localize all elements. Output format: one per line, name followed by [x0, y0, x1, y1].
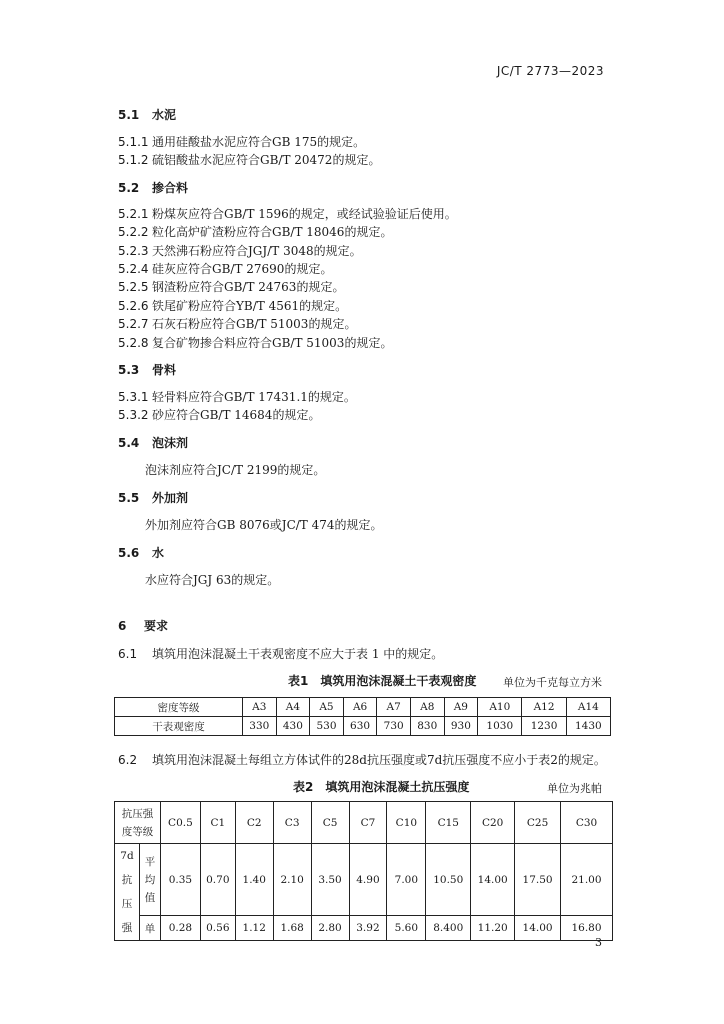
clause-5-2-2: 5.2.2 粒化高炉矿渣粉应符合GB/T 18046的规定。 [118, 225, 393, 239]
clause-5-2-7: 5.2.7 石灰石粉应符合GB/T 51003的规定。 [118, 317, 357, 331]
section-5-6-heading: 5.6 水 [118, 546, 165, 560]
table-2-grade: C15 [426, 802, 471, 844]
table-1-density: 630 [343, 717, 377, 736]
table-1-density: 430 [276, 717, 310, 736]
table-2-grade: C2 [235, 802, 273, 844]
table-2-single-value: 8.400 [426, 916, 471, 941]
table-1-density: 1430 [566, 717, 610, 736]
table-2-average-value: 4.90 [349, 844, 387, 916]
table-2-average-value: 0.70 [200, 844, 235, 916]
table-1-grade: A8 [410, 698, 444, 717]
page-number: 3 [595, 936, 602, 949]
table-2-caption: 表2 填筑用泡沫混凝土抗压强度 [293, 780, 470, 794]
table-1-grade: A12 [522, 698, 566, 717]
table-1-grade-row [115, 698, 611, 717]
table-2-grade: C3 [273, 802, 311, 844]
section-6-heading: 6 要求 [118, 619, 169, 633]
table-1-grade: A3 [243, 698, 277, 717]
clause-5-2-6: 5.2.6 铁尾矿粉应符合YB/T 4561的规定。 [118, 299, 348, 313]
table-2-single-value: 0.56 [200, 916, 235, 941]
table-1-density: 830 [410, 717, 444, 736]
table-1-grade-label: 密度等级 [115, 698, 243, 717]
clause-5-2-1: 5.2.1 粉煤灰应符合GB/T 1596的规定，或经试验验证后使用。 [118, 207, 457, 221]
table-1-grade: A14 [566, 698, 610, 717]
clause-5-3-1: 5.3.1 轻骨料应符合GB/T 17431.1的规定。 [118, 390, 356, 404]
table-2-average-value: 2.10 [273, 844, 311, 916]
table-2-average-value: 0.35 [160, 844, 200, 916]
standard-number: JC/T 2773—2023 [496, 64, 604, 78]
table-1-grade: A6 [343, 698, 377, 717]
table-2-average-row [115, 844, 613, 916]
clause-5-2-8: 5.2.8 复合矿物掺合料应符合GB/T 51003的规定。 [118, 336, 393, 350]
table-2-single-value: 3.92 [349, 916, 387, 941]
section-5-4-heading: 5.4 泡沫剂 [118, 436, 189, 450]
table-2-grade: C0.5 [160, 802, 200, 844]
table-1-caption: 表1 填筑用泡沫混凝土干表观密度 [288, 674, 477, 688]
table-2-single-value: 1.68 [273, 916, 311, 941]
table-1-density: 1030 [478, 717, 522, 736]
section-5-3-heading: 5.3 骨料 [118, 363, 177, 377]
table-1-density: 530 [310, 717, 344, 736]
table-2-grade: C1 [200, 802, 235, 844]
table-2-average-value: 10.50 [426, 844, 471, 916]
table-2-single-row [115, 916, 613, 941]
table-1-grade: A7 [377, 698, 411, 717]
section-5-1-heading: 5.1 水泥 [118, 108, 177, 122]
table-1-density-row [115, 717, 611, 736]
table-1-grade: A9 [444, 698, 478, 717]
table-2-header-row [115, 802, 613, 844]
section-5-2-heading: 5.2 掺合料 [118, 181, 189, 195]
table-2-single-value: 5.60 [387, 916, 426, 941]
table-1 [114, 697, 611, 736]
table-2-grade: C25 [515, 802, 561, 844]
table-2-unit: 单位为兆帕 [547, 782, 602, 795]
section-5-6-text: 水应符合JGJ 63的规定。 [145, 573, 280, 587]
section-5-5-heading: 5.5 外加剂 [118, 491, 189, 505]
table-2-single-value: 2.80 [311, 916, 349, 941]
clause-6-2: 6.2 填筑用泡沫混凝土每组立方体试件的28d抗压强度或7d抗压强度不应小于表2的规定。 [118, 753, 606, 767]
table-2-group-label: 7d抗压强 [115, 844, 140, 941]
table-2-average-label: 平均值 [139, 844, 160, 916]
table-1-grade: A5 [310, 698, 344, 717]
table-2-single-value: 0.28 [160, 916, 200, 941]
table-1-density: 330 [243, 717, 277, 736]
table-2-grade: C5 [311, 802, 349, 844]
section-5-5-text: 外加剂应符合GB 8076或JC/T 474的规定。 [145, 518, 383, 532]
clause-5-2-4: 5.2.4 硅灰应符合GB/T 27690的规定。 [118, 262, 333, 276]
table-1-density-label: 干表观密度 [115, 717, 243, 736]
table-2-single-value: 11.20 [471, 916, 515, 941]
table-2-average-value: 1.40 [235, 844, 273, 916]
table-2-average-value: 7.00 [387, 844, 426, 916]
table-2-grade: C10 [387, 802, 426, 844]
section-5-4-text: 泡沫剂应符合JC/T 2199的规定。 [145, 463, 326, 477]
table-2-average-value: 21.00 [561, 844, 613, 916]
clause-5-2-5: 5.2.5 钢渣粉应符合GB/T 24763的规定。 [118, 280, 345, 294]
table-1-unit: 单位为千克每立方米 [503, 676, 602, 689]
table-1-density: 930 [444, 717, 478, 736]
table-2-single-label: 单 [139, 916, 160, 941]
table-2-header-label: 抗压强度等级 [115, 802, 161, 844]
clause-5-1-1: 5.1.1 通用硅酸盐水泥应符合GB 175的规定。 [118, 135, 366, 149]
table-2-grade: C20 [471, 802, 515, 844]
table-2-average-value: 17.50 [515, 844, 561, 916]
table-1-grade: A4 [276, 698, 310, 717]
clause-5-1-2: 5.1.2 硫铝酸盐水泥应符合GB/T 20472的规定。 [118, 153, 381, 167]
table-2 [114, 801, 613, 941]
table-1-density: 730 [377, 717, 411, 736]
table-2-grade: C30 [561, 802, 613, 844]
table-2-grade: C7 [349, 802, 387, 844]
table-2-average-value: 14.00 [471, 844, 515, 916]
clause-6-1: 6.1 填筑用泡沫混凝土干表观密度不应大于表 1 中的规定。 [118, 647, 444, 661]
table-1-density: 1230 [522, 717, 566, 736]
table-2-average-value: 3.50 [311, 844, 349, 916]
clause-5-2-3: 5.2.3 天然沸石粉应符合JGJ/T 3048的规定。 [118, 244, 362, 258]
table-2-single-value: 16.80 [561, 916, 613, 941]
table-2-single-value: 1.12 [235, 916, 273, 941]
table-2-single-value: 14.00 [515, 916, 561, 941]
table-1-grade: A10 [478, 698, 522, 717]
clause-5-3-2: 5.3.2 砂应符合GB/T 14684的规定。 [118, 408, 321, 422]
